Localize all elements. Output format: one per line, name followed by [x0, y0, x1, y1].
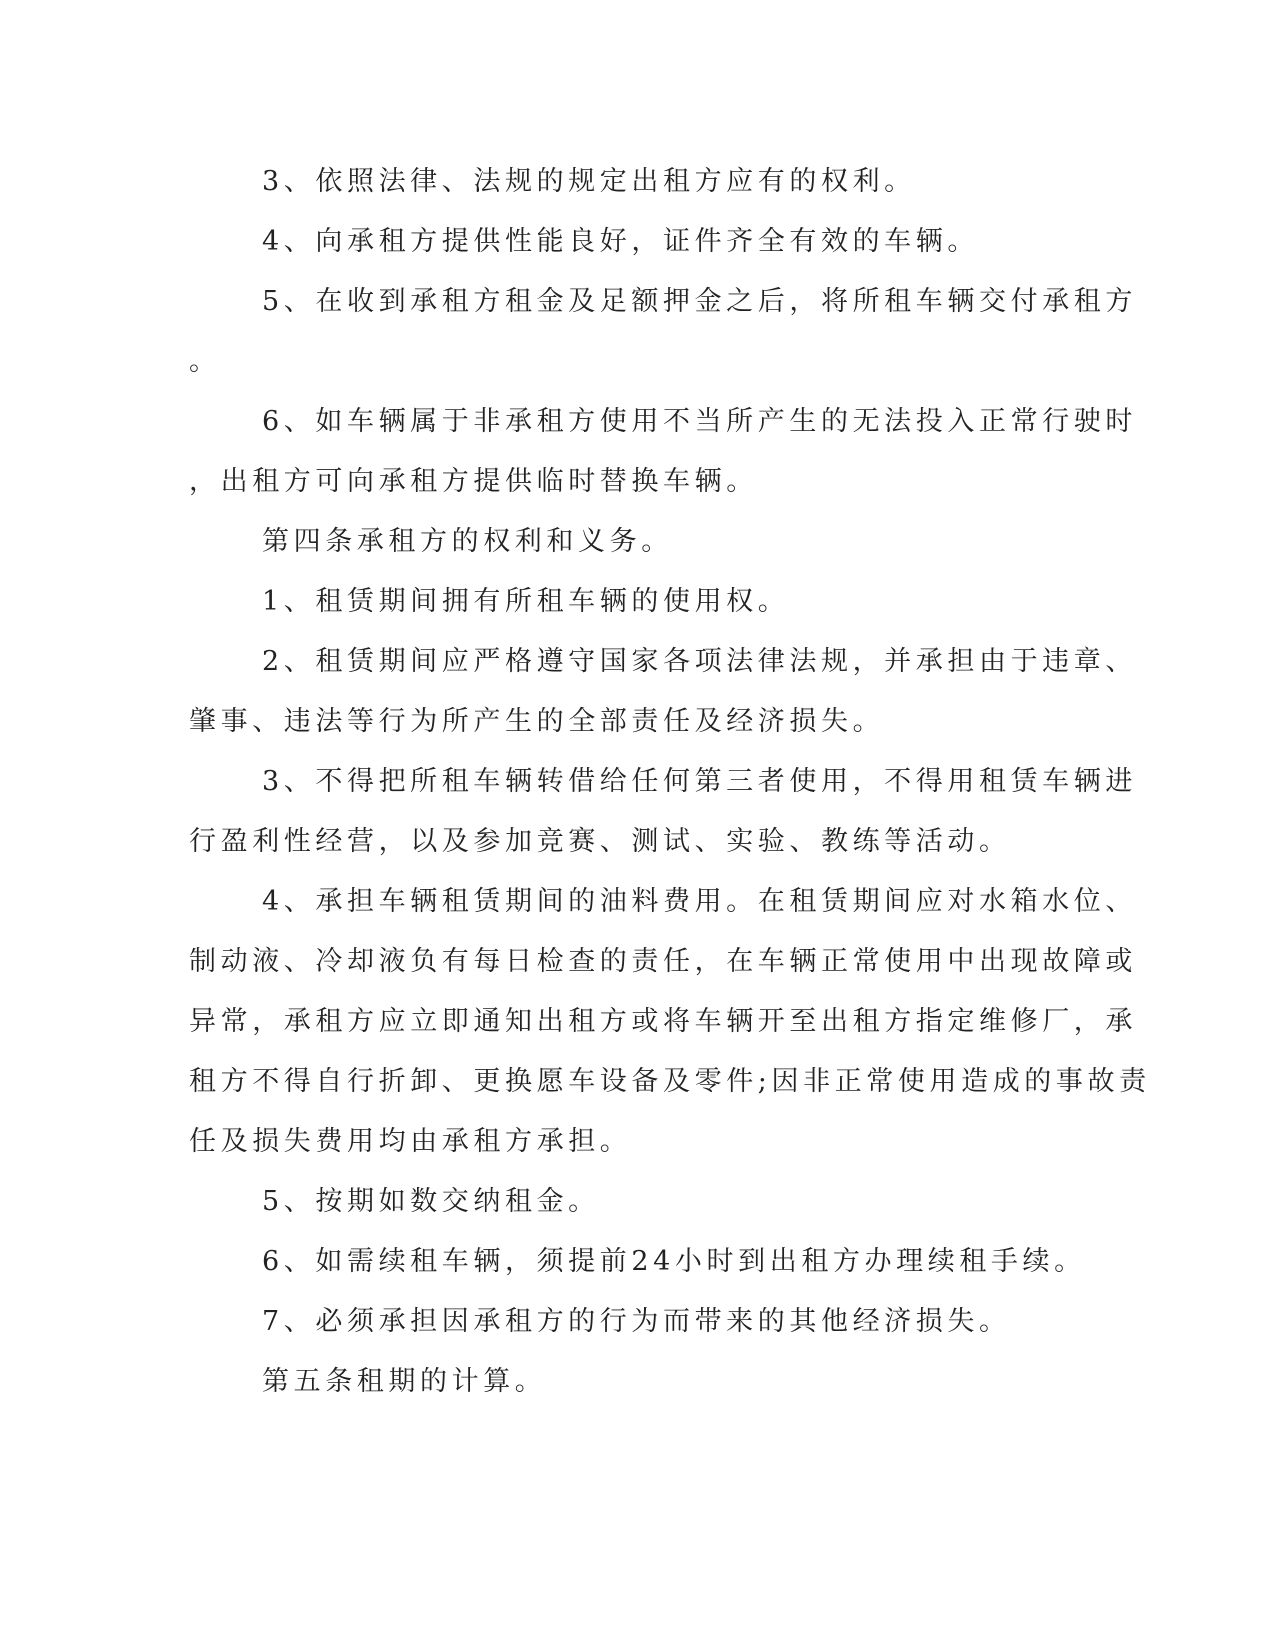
text-line: 异常，承租方应立即通知出租方或将车辆开至出租方指定维修厂，承	[189, 1006, 1137, 1037]
text-line: ，出租方可向承租方提供临时替换车辆。	[189, 466, 758, 497]
text-line: 。	[189, 346, 221, 377]
text-line: 7、必须承担因承租方的行为而带来的其他经济损失。	[262, 1306, 1011, 1337]
text-line: 5、按期如数交纳租金。	[262, 1186, 600, 1217]
text-line: 制动液、冷却液负有每日检查的责任，在车辆正常使用中出现故障或	[189, 946, 1137, 977]
text-line: 租方不得自行折卸、更换愿车设备及零件;因非正常使用造成的事故责	[189, 1066, 1151, 1097]
text-line: 5、在收到承租方租金及足额押金之后，将所租车辆交付承租方	[262, 286, 1137, 317]
text-line: 行盈利性经营，以及参加竞赛、测试、实验、教练等活动。	[189, 826, 1011, 857]
text-line: 3、不得把所租车辆转借给任何第三者使用，不得用租赁车辆进	[262, 766, 1137, 797]
text-line: 6、如车辆属于非承租方使用不当所产生的无法投入正常行驶时	[262, 406, 1137, 437]
text-line: 肇事、违法等行为所产生的全部责任及经济损失。	[189, 706, 885, 737]
text-line: 任及损失费用均由承租方承担。	[189, 1126, 632, 1157]
text-line: 2、租赁期间应严格遵守国家各项法律法规，并承担由于违章、	[262, 646, 1137, 677]
text-line: 3、依照法律、法规的规定出租方应有的权利。	[262, 166, 916, 197]
section-heading: 第四条承租方的权利和义务。	[262, 526, 673, 557]
text-line: 4、向承租方提供性能良好，证件齐全有效的车辆。	[262, 226, 979, 257]
text-line: 4、承担车辆租赁期间的油料费用。在租赁期间应对水箱水位、	[262, 886, 1137, 917]
section-heading: 第五条租期的计算。	[262, 1366, 547, 1397]
text-line: 1、租赁期间拥有所租车辆的使用权。	[262, 586, 790, 617]
text-line: 6、如需续租车辆，须提前24小时到出租方办理续租手续。	[262, 1246, 1086, 1277]
